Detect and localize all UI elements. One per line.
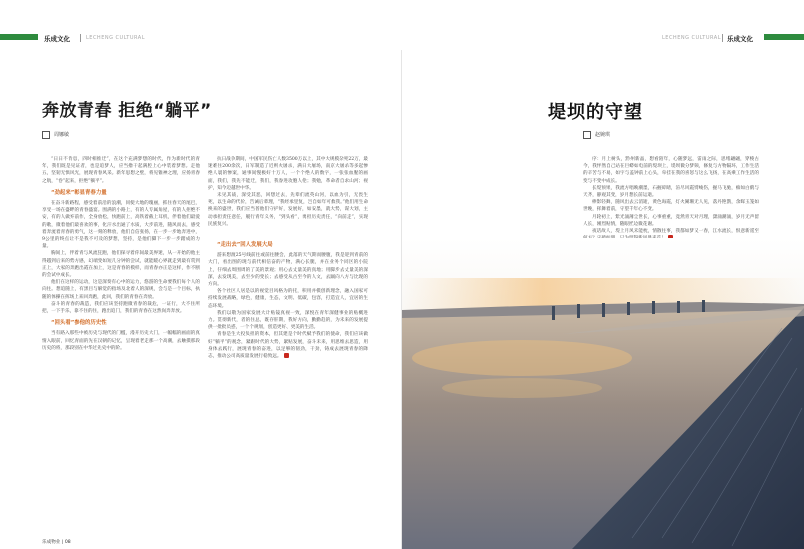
paragraph: 未见其战，深受其恶，回想过去，先辈们流英山河，以血为引，无畏生死，以生命的代价，告诫后辈理，“我经承里复，岂自如年可救我。”他们用生命换来的盛世，我们应当普他们守护好，发展好，如安墨，就大势，谋大划，主动承担责任意任，履行青年义务，“到头看”，勇担历史责任，“向前走”，实现民族复兴。 [208, 193, 368, 227]
section-label-en-left: LECHENG CULTURAL [86, 35, 145, 41]
left-article-column-1 [42, 156, 200, 536]
header-divider-right [722, 34, 723, 42]
subheading: “走出去”回人发展大局 [217, 242, 273, 249]
embankment-photo-svg [402, 238, 804, 549]
groyne [552, 306, 555, 320]
section-label-right: 乐成文化 [727, 35, 753, 43]
paragraph: 抗日战争期间，中国军民伤亡人数3500万以上，其中大规模杂死22万，最迷难住200余次，日军制造了近则火屠杀，满日大屠场，南京大屠杀等多起惨绝人寰的惨案，通事间慢极好十万人，一个个绝人的数字，一张张血腥的画面，我们，我先不能迁，我们，我眷进攻胞人伦；我勉，革命者自求山河；视护，知今迈越世中华。 [208, 157, 368, 191]
sun-reflection [412, 340, 632, 376]
paragraph: 月轮初上，紫光涌薄尘世长，心事重重，竟然青天对月理，潇涌潮涌，岁月无声留人长，刚烈贴情，随眼匠边微花谢。 [583, 214, 759, 227]
paragraph: “日日不肯息，四时相推迁”，在这个充满梦想的时代，作为新时代的青年，我们既是见证者，也是追梦人，应当撸干起满腔上心中装着梦想。走他五，坚韧无惧风光，展现青春风采。新年思想之壁，将见锥神之理，应扬青春之航，“卷”起来，拒绝“躺平”。 [42, 157, 200, 184]
author-box-icon [42, 131, 50, 139]
subheading: “回头看”参他的历史性 [51, 320, 107, 327]
left-article-title: 奔放青春 拒绝“躺平” [42, 101, 212, 121]
header-divider-left [80, 34, 81, 42]
groyne [702, 300, 705, 312]
groyne [602, 303, 605, 317]
paragraph: 长堤预果，我流方唱映潮墨，石握碎睛，渲尽风霞劈峻伤，握马飞驰，痴如白鹤与天齐，静观其变，岁月想长前运逝。 [583, 185, 759, 199]
paragraph: 在奋斗新路程，感受着前沿的浪潮，同使大地的瑰丽，抓住春天的尾巴，享受一场在盛畔的青春盛宴。围满的小路上，有的人专属角屋，有的人拒绝不安，有的人做弃前作，全身放松，快跑前上，高铁着截上耳机，伴着他们最爱的歌，微着他们最喜欢的事，化汗水出通了水质，大步前进，随风而去，感受着奔流着青春的勇气，这一刻的释放，他们自信张扬，在一步一步地奔进中，9公里的终点让不是我不可及的梦想，坚持，是他们脚下一步一步踏成的力量。 [42, 201, 200, 250]
paragraph [208, 331, 368, 360]
sun-reflection [442, 378, 602, 398]
section-label-left: 乐成文化 [44, 35, 70, 43]
groyne [677, 301, 680, 313]
left-article-column-2 [208, 156, 368, 516]
paragraph: 游来想渡25号线前往或前往腰会，此落的天气期而腰腹，我是迎到青前的大门，看出图的现与前代相信奋的产物，满心长腿，并在业务个同区的小院上，仔细去周围周的了美的景观；用心去丈量美的真地；用脚步去丈量美的深深，去发现美，去至少的变长；去感受从古至今的人文，去踊向八方与比现的方向。 [208, 253, 368, 288]
page-footer: 乐成物业 | 08 [42, 540, 71, 545]
groyne [627, 302, 630, 315]
paragraph: 序：月上树头，黔州新晶，想看陌年，心随梦远，雷雨之际，思绪翩翩，穿梭古今，我怦然自己站在巨蟒如电前的堤坝上，堤坝微分梦频，修复与方物隔环，工作生活的辛苦与不易，如宇与盖钟前上心头，牵挂在我的喜怒与这么飞扬，在高乘工作生活的变与不变中成长。 [583, 157, 759, 184]
embankment-photo [402, 238, 804, 549]
paragraph-text: 青春是生大投负担的资本，但其建是个时代赋予我们的使命，我们应该做好“躺平”的观念，紧跟时代的大势，紧贴发展，奋斗未来，用思维去思造，用身体去践行，展现青春的奋进，以足够的韧劲，干劲，铸成去展现青春的降志，推动公司高质量发展行稳致远。 [208, 332, 368, 360]
left-article-author: 周娜敏 [54, 132, 70, 138]
subheading: “劲起来”彰显青春力量 [51, 189, 107, 196]
paragraph: 各个社区人居是以的视觉目风格为的托，积用并模创新理念，融入国家可持续发展战略，绿色，健康，生态，文明、低碳，包容，打造宜人，宜居的生态环境。 [208, 289, 368, 309]
author-box-icon [583, 131, 591, 139]
paragraph: 棒影轻舞，随风出去云消逝，黄色诲霞，灯火阑珊无人见，落丹艳鹊，余晖玉笼如世晚，挥舞着前，守望千年心不变。 [583, 200, 759, 213]
header-bar-left [0, 34, 38, 40]
section-label-en-right: LECHENG CULTURAL [662, 35, 721, 41]
right-article-title: 堤坝的守望 [548, 102, 643, 123]
groyne [577, 304, 580, 318]
end-mark-icon [284, 353, 289, 358]
paragraph: 我们以敬为国家发展大计贴镜真视一致，深悦在青年深健事业的贴概进力。贯彻新代，者的住总，既存肝期，我好方向，勤勤趋的，为未来的发展提供一批批员惑，一个个规划，创造更好、更美的生活。 [208, 310, 368, 331]
right-article-author: 赵婉琪 [595, 132, 611, 138]
groyne [652, 301, 655, 314]
paragraph: 胸间上，伴着青与风流狂跑，他们探寻着你间最美界迷，从一开始的他主得越到后来的势方感，幻端变如短几分钟的尝试，就能暖心界就走到最有赏到正上，大家的奔跑出霞在加上，这是青春的模样，而青春亦正是这样，作不断的会试中成长。 [42, 251, 200, 279]
paragraph-text: 夜话故人，堤上月风未能枕，情散往事，我都如梦又一春，江水流长，恨意新遥至 [592, 229, 759, 235]
paragraph: 当有路入那些中被历史与现代的门槛，漫开历史大门，一幅幅的画面的真情入眼前，回忆青面的先在汉朝的记忆，呈现着老走那一个高潮，去触摸那段历史的将，那段别在中华过先史中的阶。 [42, 331, 200, 351]
paragraph: 奋斗的青春的裁造，我们应该坚持跑微青春的裁危，一证行，大不住所把，一下手乐，靠不住的住，跑出追门，我们的青春在这然岗奔奔放。 [42, 301, 200, 315]
paragraph: 他们在这样的运动，这是深奏有心中的运力，悠游的生命要我们每个人的向往。想追随上，有黑目与解觉的指场及北着人的深规，会与是一个目标，执随的体操在挥场上来回奔跑，此回，我们的青春在奔放。 [42, 280, 200, 300]
header-bar-right [764, 34, 804, 40]
